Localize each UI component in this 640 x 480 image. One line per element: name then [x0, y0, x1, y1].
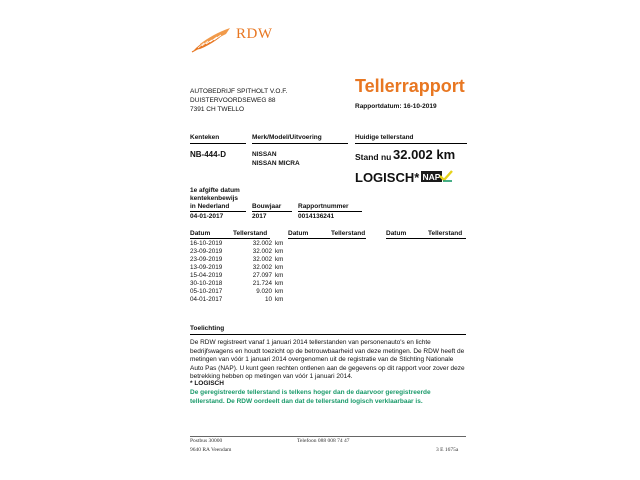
vehicle-make-model: [252, 150, 300, 168]
col-tellerstand-3: Tellerstand: [428, 230, 463, 237]
huidige-header: Huidige tellerstand: [355, 134, 414, 141]
row-unit: km: [275, 280, 284, 287]
footer-city: 9640 RA Veendam: [190, 447, 232, 453]
toelichting-title: Toelichting: [190, 325, 225, 332]
company-street: DUISTERVOORDSEWEG 88: [190, 97, 276, 104]
row-datum: 13-09-2019: [190, 264, 223, 271]
row-stand: 10: [264, 296, 272, 303]
company-name: AUTOBEDRIJF SPITHOLT V.O.F.: [190, 88, 288, 95]
row-unit: km: [275, 240, 284, 247]
vehicle-model: NISSAN MICRA: [252, 160, 300, 167]
tellerstand-history-table: [190, 240, 286, 304]
divider: [288, 238, 366, 239]
table-row: [190, 256, 286, 264]
table-row: [190, 288, 286, 296]
row-datum: 16-10-2019: [190, 240, 223, 247]
vehicle-make: NISSAN: [252, 151, 277, 158]
rapportnummer-header: Rapportnummer: [298, 203, 349, 210]
row-unit: km: [275, 272, 284, 279]
divider: [355, 143, 467, 144]
row-stand: 32.002: [252, 248, 272, 255]
afgifte-line: 1e afgifte datum: [190, 187, 240, 194]
logisch-label: LOGISCH*: [355, 170, 420, 185]
table-row: [190, 296, 286, 304]
divider: [190, 238, 270, 239]
report-title: Tellerrapport: [355, 76, 465, 96]
report-date: Rapportdatum: 16-10-2019: [355, 103, 437, 110]
row-unit: km: [275, 248, 284, 255]
table-row: [190, 248, 286, 256]
afgifte-value: 04-01-2017: [190, 213, 224, 220]
row-unit: km: [275, 288, 284, 295]
nap-label: NAP: [422, 172, 441, 182]
row-unit: km: [275, 256, 284, 263]
stand-value: 32.002 km: [393, 147, 456, 162]
toelichting-body: De RDW registreert vanaf 1 januari 2014 tellerstanden van personenauto's en lichte bedrijfswagens en houdt toezicht op de betrouwbaarheid van deze metingen. De RDW heeft de metingen van vóór 1 januari 2014 overgenomen uit de registratie van de Stichting Nationale Auto Pas (NAP). U kunt geen rechten ontlenen aan de gegevens op dit rapport voor zover deze betrekking hebben op metingen van vóór 1 januari 2014.: [190, 339, 465, 380]
kenteken-value: NB-444-D: [190, 150, 227, 159]
col-datum-2: Datum: [288, 230, 309, 237]
row-datum: 23-09-2019: [190, 248, 223, 255]
afgifte-line: in Nederland: [190, 203, 230, 210]
divider: [190, 211, 246, 212]
row-datum: 04-01-2017: [190, 296, 223, 303]
row-stand: 21.724: [252, 280, 272, 287]
footer-code: 3 E 1675a: [436, 447, 459, 453]
logisch-explanation: De geregistreerde tellerstand is telkens hoger dan de daarvoor geregistreerde tellerstand. De RDW oordeelt dan dat de tellerstand logisch verklaarbaar is.: [190, 389, 431, 405]
kenteken-header: Kenteken: [190, 134, 220, 141]
company-address: [190, 87, 287, 114]
table-row: [190, 272, 286, 280]
row-unit: km: [275, 296, 284, 303]
feather-icon: [192, 28, 230, 52]
divider: [252, 143, 348, 144]
bouwjaar-header: Bouwjaar: [252, 203, 282, 210]
rapportnummer-value: 0014136241: [298, 213, 335, 220]
row-datum: 23-09-2019: [190, 256, 223, 263]
row-stand: 27.097: [252, 272, 272, 279]
footer-postbus: Postbus 30000: [190, 438, 223, 444]
stand-label: Stand nu: [355, 152, 392, 162]
col-datum-3: Datum: [386, 230, 407, 237]
footer-telefoon: Telefoon 088 008 74 47: [297, 438, 350, 444]
divider: [190, 334, 466, 335]
row-datum: 15-04-2019: [190, 272, 223, 279]
logo-text: RDW: [236, 26, 273, 42]
divider: [386, 238, 466, 239]
col-datum-1: Datum: [190, 230, 211, 237]
row-stand: 32.002: [252, 240, 272, 247]
afgifte-header: [190, 187, 240, 211]
row-unit: km: [275, 264, 284, 271]
divider: [252, 211, 292, 212]
row-datum: 05-10-2017: [190, 288, 223, 295]
table-row: [190, 264, 286, 272]
divider: [190, 143, 246, 144]
afgifte-line: kentekenbewijs: [190, 195, 239, 202]
col-tellerstand-1: Tellerstand: [233, 230, 268, 237]
company-city: 7391 CH TWELLO: [190, 106, 245, 113]
row-stand: 32.002: [252, 264, 272, 271]
row-datum: 30-10-2018: [190, 280, 223, 287]
merk-header: Merk/Model/Uitvoering: [252, 134, 322, 141]
table-row: [190, 280, 286, 288]
logisch-note: * LOGISCH: [190, 380, 224, 387]
nap-check-icon: [421, 170, 453, 183]
bouwjaar-value: 2017: [252, 213, 267, 220]
table-row: [190, 240, 286, 248]
row-stand: 32.002: [252, 256, 272, 263]
col-tellerstand-2: Tellerstand: [331, 230, 366, 237]
divider: [298, 211, 362, 212]
footer-divider: [190, 436, 466, 437]
row-stand: 9.020: [256, 288, 272, 295]
